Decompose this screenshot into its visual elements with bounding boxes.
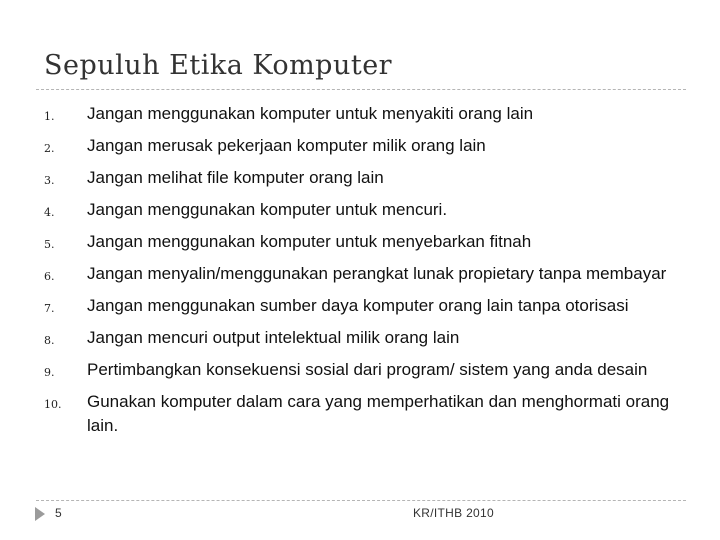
list-item <box>44 390 684 438</box>
list-item <box>44 102 684 129</box>
list-item <box>44 134 684 161</box>
list-item-number: 9. <box>44 366 55 379</box>
list-item <box>44 262 684 289</box>
slide-title: Sepuluh Etika Komputer <box>44 50 393 81</box>
list-item-text: Jangan menggunakan komputer untuk mencuri. <box>87 200 448 219</box>
list-item-text: Jangan menggunakan komputer untuk menyakiti orang lain <box>87 104 534 123</box>
list-item-text: Jangan melihat file komputer orang lain <box>87 168 384 187</box>
footer-divider <box>36 500 686 501</box>
list-item-number: 7. <box>44 302 55 315</box>
list-item <box>44 230 684 257</box>
list-item <box>44 326 684 353</box>
list-item-number: 1. <box>44 110 55 123</box>
list-item-number: 8. <box>44 334 55 347</box>
list-item-number: 6. <box>44 270 55 283</box>
list-item <box>44 198 684 225</box>
list-item <box>44 166 684 193</box>
list-item-text: Jangan menyalin/menggunakan perangkat lunak propietary tanpa membayar <box>87 264 667 283</box>
list-item-text: Gunakan komputer dalam cara yang memperhatikan dan menghormati orang lain. <box>87 392 670 435</box>
list-item-text: Jangan menggunakan komputer untuk menyebarkan fitnah <box>87 232 532 251</box>
list-item <box>44 294 684 321</box>
list-item-number: 3. <box>44 174 55 187</box>
list-item-number: 4. <box>44 206 55 219</box>
list-item-number: 10. <box>44 398 62 411</box>
footer-text: KR/ITHB 2010 <box>413 506 494 520</box>
triangle-right-icon <box>35 507 45 521</box>
list-item <box>44 358 684 385</box>
title-divider <box>36 89 686 90</box>
ethics-list <box>44 102 684 443</box>
list-item-text: Pertimbangkan konsekuensi sosial dari program/ sistem yang anda desain <box>87 360 648 379</box>
page-number: 5 <box>55 506 62 520</box>
list-item-number: 2. <box>44 142 55 155</box>
list-item-text: Jangan merusak pekerjaan komputer milik orang lain <box>87 136 486 155</box>
list-item-text: Jangan mencuri output intelektual milik orang lain <box>87 328 460 347</box>
list-item-number: 5. <box>44 238 55 251</box>
list-item-text: Jangan menggunakan sumber daya komputer orang lain tanpa otorisasi <box>87 296 629 315</box>
